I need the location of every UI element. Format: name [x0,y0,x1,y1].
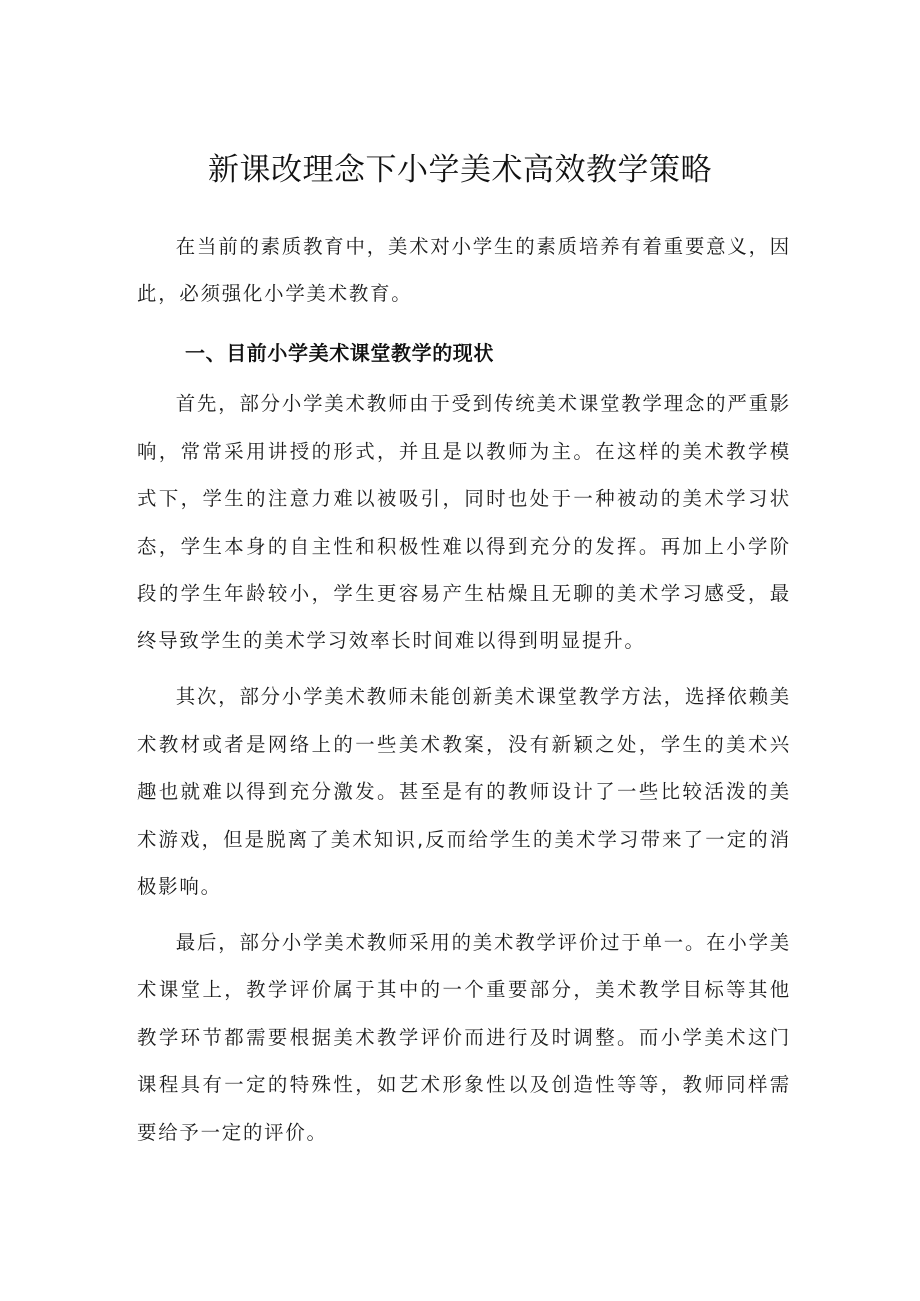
body-paragraph-first: 首先，部分小学美术教师由于受到传统美术课堂教学理念的严重影响，常常采用讲授的形式，并且是以教师为主。在这样的美术教学模式下，学生的注意力难以被吸引，同时也处于一种被动的美术学习状态，学生本身的自主性和积极性难以得到充分的发挥。再加上小学阶段的学生年龄较小，学生更容易产生枯燥且无聊的美术学习感受，最终导致学生的美术学习效率长时间难以得到明显提升。 [137,392,791,653]
document-body [137,223,791,1165]
body-paragraph-last: 最后，部分小学美术教师采用的美术教学评价过于单一。在小学美术课堂上，教学评价属于其中的一个重要部分，美术教学目标等其他教学环节都需要根据美术教学评价而进行及时调整。而小学美术这门课程具有一定的特殊性，如艺术形象性以及创造性等等，教师同样需要给予一定的评价。 [137,931,791,1144]
document-title: 新课改理念下小学美术高效教学策略 [208,152,712,188]
section-heading: 一、目前小学美术课堂教学的现状 [185,341,494,366]
body-paragraph-second: 其次，部分小学美术教师未能创新美术课堂教学方法，选择依赖美术教材或者是网络上的一些美术教案，没有新颖之处，学生的美术兴趣也就难以得到充分激发。甚至是有的教师设计了一些比较活泼的美术游戏，但是脱离了美术知识,反而给学生的美术学习带来了一定的消极影响。 [137,685,791,899]
intro-paragraph: 在当前的素质教育中，美术对小学生的素质培养有着重要意义，因此，必须强化小学美术教育。 [137,235,791,306]
